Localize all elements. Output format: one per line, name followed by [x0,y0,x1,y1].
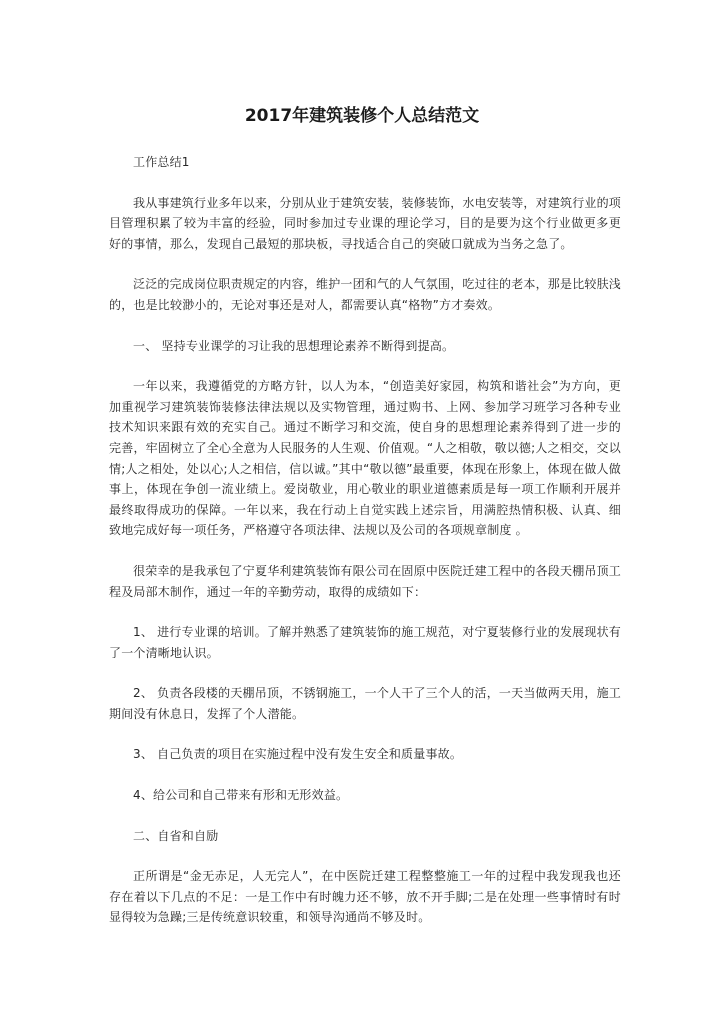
list-item-4: 4、给公司和自己带来有形和无形效益。 [133,788,349,803]
section-heading-one: 一、 坚持专业课学的习让我的思想理论素养不断得到提高。 [133,338,455,353]
paragraph-attitude: 泛泛的完成岗位职责规定的内容，维护一团和气的人气氛围，吃过往的老本，那是比较肤浅的，也是比较渺小的，无论对事还是对人，都需要认真“格物”方才奏效。 [109,277,622,312]
paragraph-introduction: 我从事建筑行业多年以来，分别从业于建筑安装，装修装饰，水电安装等，对建筑行业的项目管理积累了较为丰富的经验，同时参加过专业课的理论学习，目的是要为这个行业做更多更好的事情，那么，发现自己最短的那块板，寻找适合自己的突破口就成为当务之急了。 [109,195,622,251]
paragraph-achievements-intro: 很荣幸的是我承包了宁夏华利建筑装饰有限公司在固原中医院迁建工程中的各段天棚吊顶工程及局部木制作，通过一年的辛勤劳动，取得的成绩如下： [109,563,622,599]
list-item-1: 1、 进行专业课的培训。了解并熟悉了建筑装饰的施工规范，对宁夏装修行业的发展现状有了一个清晰地认识。 [109,625,621,660]
section-heading-work-summary-1: 工作总结1 [133,155,190,169]
paragraph-study: 一年以来，我遵循党的方略方针，以人为本，“创造美好家园，构筑和谐社会”为方向，更加重视学习建筑装饰装修法律法规以及实物管理，通过购书、上网、参加学习班学习各种专业技术知识来跟有效的充实自己。通过不断学习和交流，使自身的思想理论素养得到了进一步的完善，牢固树立了全心全意为人民服务的人生观、价值观。“人之相敬，敬以德;人之相交，交以情;人之相处，处以心;人之相信，信以诚。”其中“敬以德”最重要，体现在形象上，体现在做人做事上，体现在争创一流业绩上。爱岗敬业，用心敬业的职业道德素质是每一项工作顺利开展并最终取得成功的保障。一年以来，我在行动上自觉实践上述宗旨，用满腔热情积极、认真、细致地完成好每一项任务，严格遵守各项法律、法规以及公司的各项规章制度 。 [109,379,621,538]
section-heading-two: 二、自省和自励 [133,828,219,843]
paragraph-self-reflection: 正所谓是“金无赤足，人无完人”，在中医院迁建工程整整施工一年的过程中我发现我也还存在着以下几点的不足：一是工作中有时魄力还不够，放不开手脚;二是在处理一些事情时有时显得较为急躁;三是传统意识较重，和领导沟通尚不够及时。 [109,869,621,925]
list-item-3: 3、 自己负责的项目在实施过程中没有发生安全和质量事故。 [133,747,463,762]
document-title: 2017年建筑装修个人总结范文 [244,106,480,126]
list-item-2: 2、 负责各段楼的天棚吊顶，不锈钢施工，一个人干了三个人的活，一天当做两天用，施工期间没有休息日，发挥了个人潜能。 [109,686,621,721]
document-body [109,152,621,928]
